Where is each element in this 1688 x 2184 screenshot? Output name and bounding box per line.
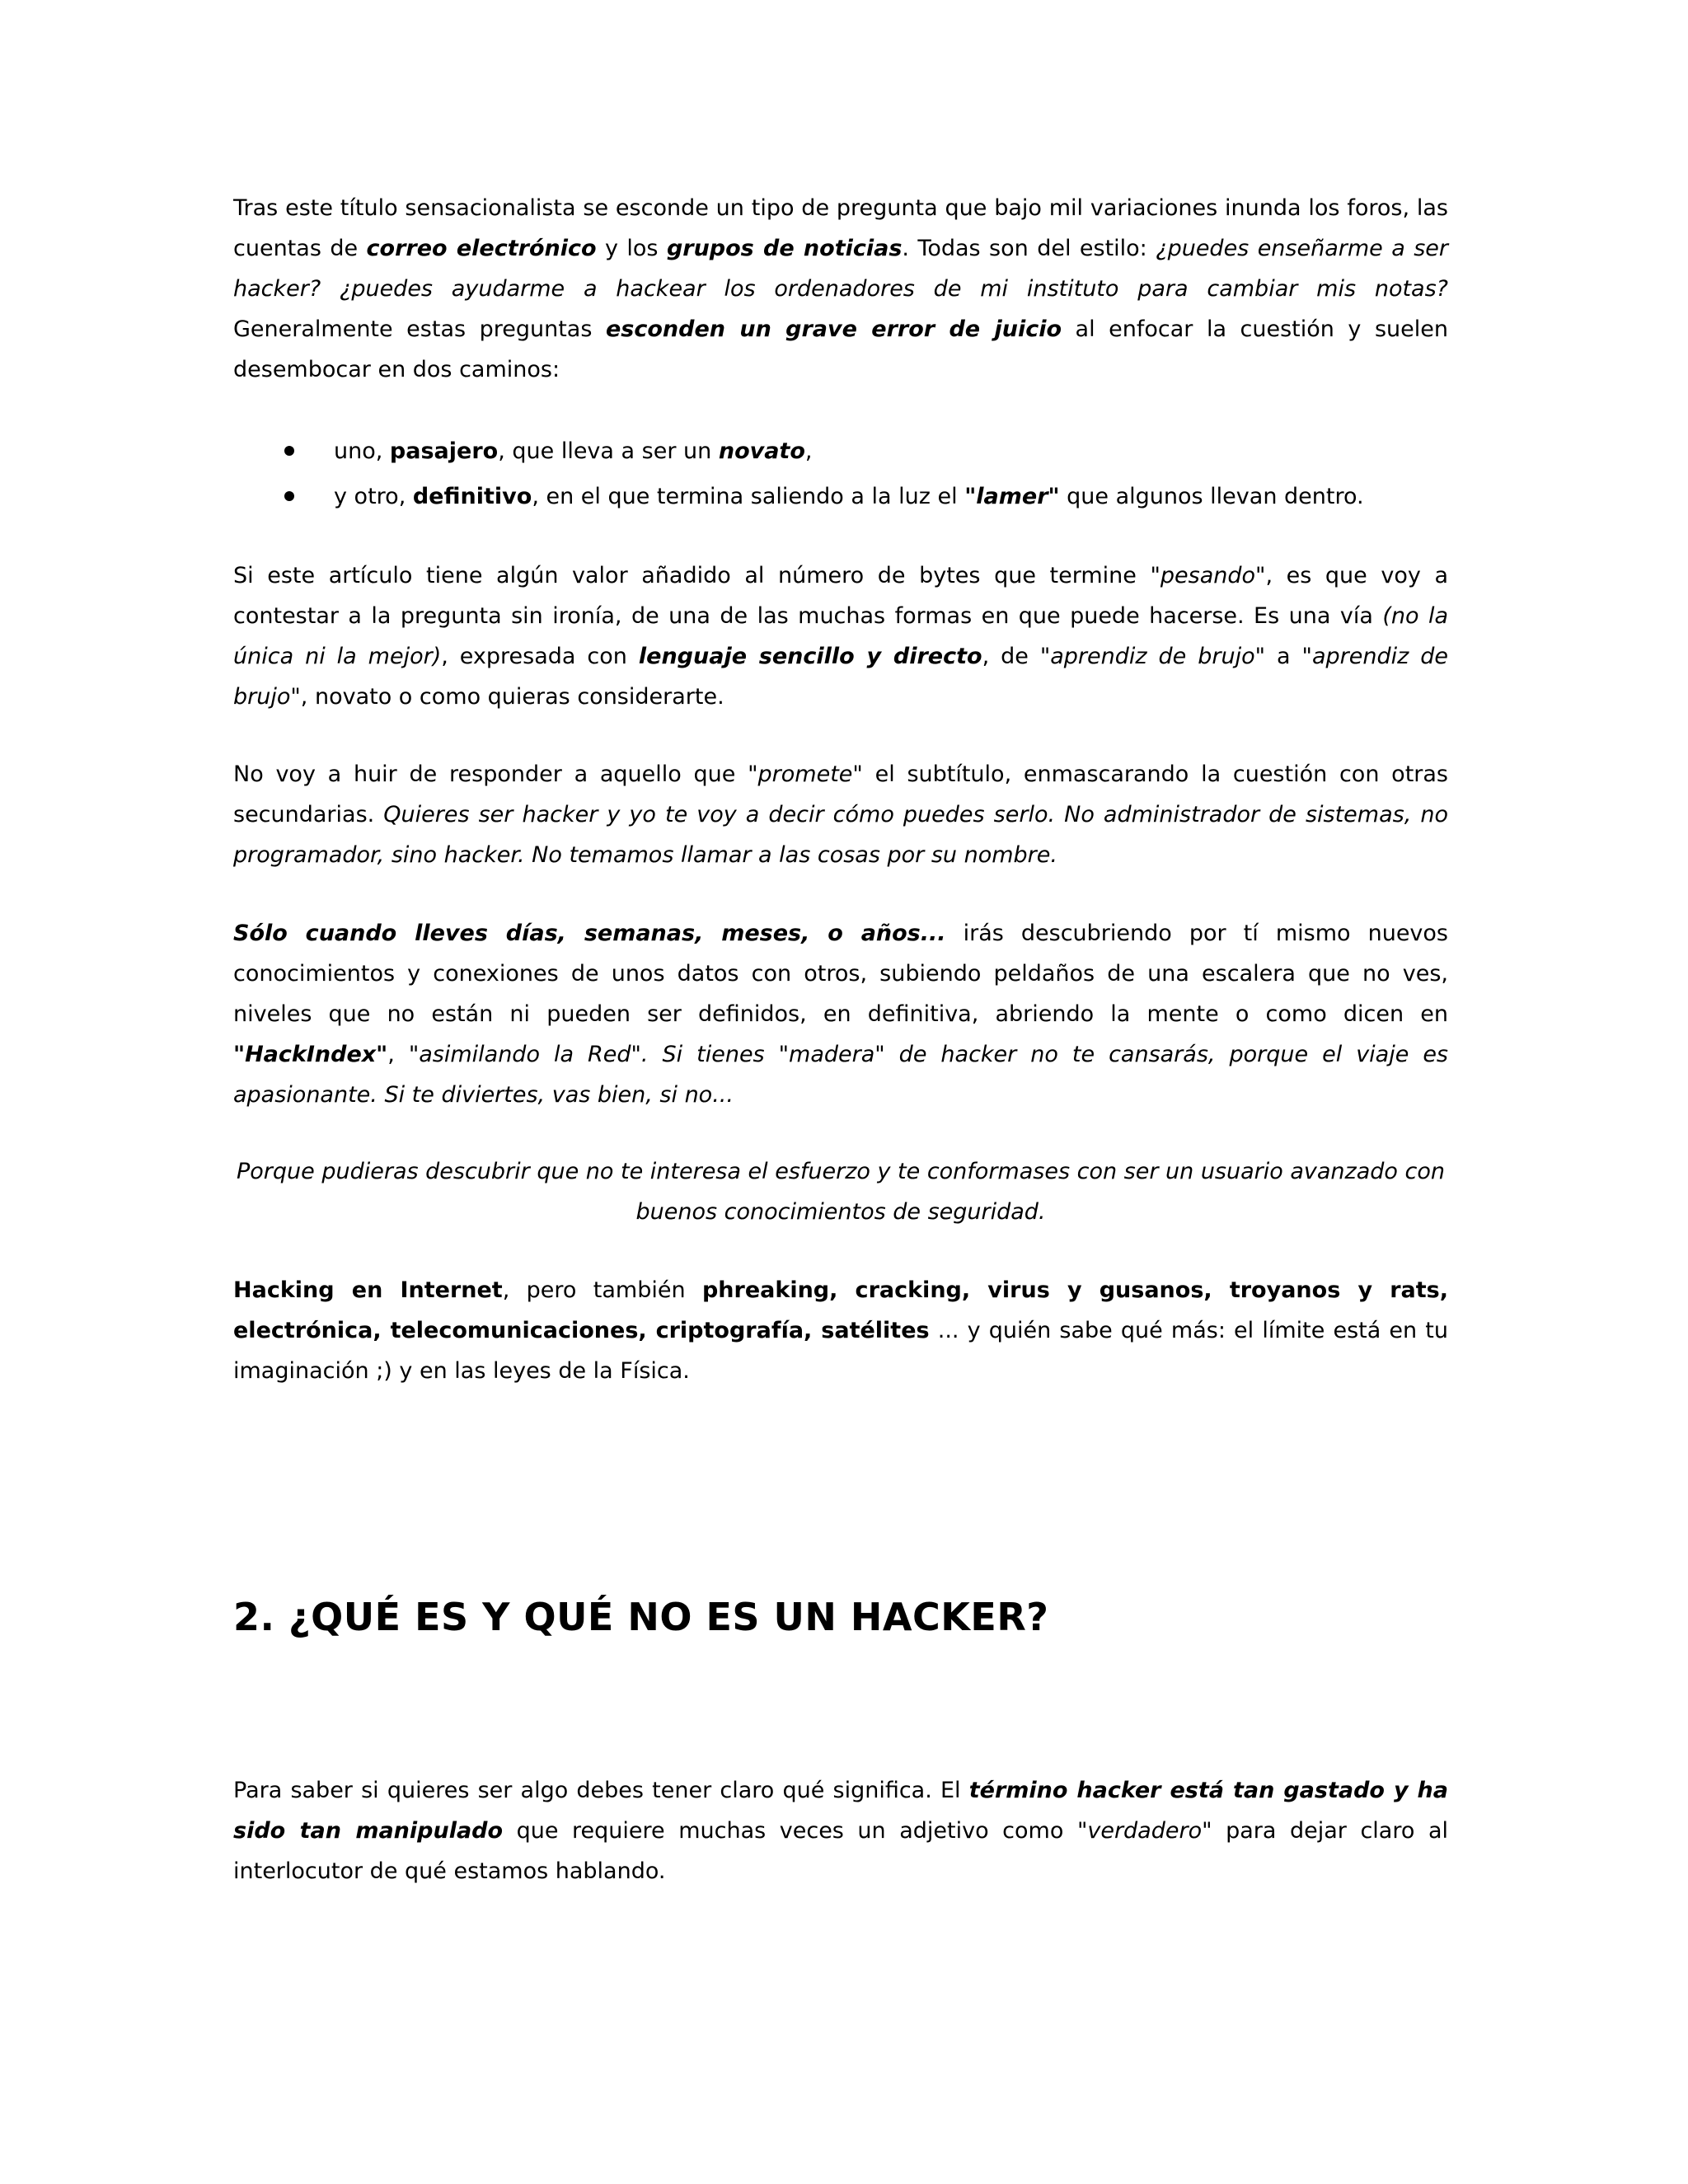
bullet-icon [284, 446, 294, 456]
value-paragraph [233, 555, 1448, 717]
text-run: Si este artículo tiene algún valor añadido al número de bytes que termine [233, 563, 1151, 588]
text-run: , que lleva a ser un [498, 438, 719, 464]
text-run: y los [596, 236, 667, 261]
bold-run: Hacking en Internet [233, 1277, 503, 1303]
text-run: , pero también [502, 1277, 702, 1303]
text-run: Para saber si quieres ser algo debes tener claro qué significa. El [233, 1778, 969, 1803]
bold-topics: phreaking, cracking, virus y gusanos, troyanos y rats, electrónica, telecomunicaciones, criptografía, satélites [233, 1277, 1448, 1343]
text-run: que requiere muchas veces un adjetivo como [503, 1818, 1077, 1844]
italic-run: "verdadero" [1076, 1818, 1212, 1844]
list-item [233, 474, 1448, 519]
text-run: , es que voy a contestar a la pregunta sin ironía, de una de las muchas formas en que puede hacerse. Es una vía [233, 563, 1448, 629]
emphasis-newsgroups: grupos de noticias [666, 236, 903, 261]
italic-questions: ¿puedes enseñarme a ser hacker? ¿puedes ayudarme a hackear los ordenadores de mi instituto para cambiar mis notas? [233, 236, 1448, 302]
text-run: que algunos llevan dentro. [1059, 484, 1364, 509]
italic-run: "pesando" [1150, 563, 1266, 588]
section-heading: 2. ¿QUÉ ES Y QUÉ NO ES UN HACKER? [233, 1595, 1049, 1639]
definition-paragraph [233, 1770, 1448, 1891]
promise-paragraph [233, 754, 1448, 875]
bold-italic-term: "lamer" [964, 484, 1060, 509]
text-run: para dejar claro al interlocutor de qué estamos hablando. [233, 1818, 1448, 1884]
emphasis-time: Sólo cuando lleves días, semanas, meses, o años... [233, 921, 946, 946]
emphasis-email: correo electrónico [366, 236, 597, 261]
text-run: No voy a huir de responder a aquello que [233, 762, 748, 787]
italic-run: "aprendiz de brujo" [233, 644, 1448, 710]
emphasis-language: lenguaje sencillo y directo [638, 644, 982, 669]
quote-line: Porque pudieras descubrir que no te interesa el esfuerzo y te conformases con ser un usuario avanzado con [237, 1159, 1445, 1184]
italic-run: "promete" [748, 762, 863, 787]
text-run: uno, [334, 438, 390, 464]
text-run: , [387, 1042, 409, 1067]
bullet-icon [284, 491, 294, 501]
italic-run: "aprendiz de brujo" [1039, 644, 1266, 669]
emphasis-term: término hacker está tan gastado y ha sido tan manipulado [233, 1778, 1449, 1844]
text-run: , [804, 438, 813, 464]
italic-run: "asimilando la Red". Si tienes "madera" de hacker no te cansarás, porque el viaje es apasionante. Si te diviertes, vas bien, si no... [233, 1042, 1448, 1108]
italic-run: (no la única ni la mejor) [233, 603, 1448, 669]
list-item [233, 429, 1448, 474]
text-run: al enfocar la cuestión y suelen desembocar en dos caminos: [233, 316, 1448, 382]
text-run: Tras este título sensacionalista se esconde un tipo de pregunta que bajo mil variaciones inunda los foros, las cuentas de [233, 195, 1448, 261]
emphasis-hackindex: "HackIndex" [233, 1042, 388, 1067]
intro-paragraph [233, 188, 1448, 390]
text-run: . Todas son del estilo: [902, 236, 1156, 261]
topics-paragraph [233, 1270, 1448, 1391]
text-run: , en el que termina saliendo a la luz el [532, 484, 965, 509]
quote-line: buenos conocimientos de seguridad. [635, 1199, 1046, 1225]
text-run: , de [982, 644, 1040, 669]
text-run: Generalmente estas preguntas [233, 316, 606, 342]
bold-term: definitivo [412, 484, 532, 509]
text-run: y otro, [334, 484, 413, 509]
text-run: ... y quién sabe qué más: el límite está en tu imaginación ;) y en las leyes de la Física. [233, 1318, 1448, 1384]
text-run: , expresada con [441, 644, 639, 669]
text-run: el subtítulo, enmascarando la cuestión con otras secundarias. [233, 762, 1448, 827]
bold-term: pasajero [389, 438, 499, 464]
centered-quote [233, 1151, 1448, 1232]
text-run: a [1265, 644, 1302, 669]
paths-list [233, 429, 1448, 519]
journey-paragraph [233, 913, 1448, 1115]
emphasis-error: esconden un grave error de juicio [605, 316, 1062, 342]
italic-run: Quieres ser hacker y yo te voy a decir cómo puedes serlo. No administrador de sistemas, no programador, sino hacker. No temamos llamar a las cosas por su nombre. [233, 802, 1448, 868]
bold-italic-term: novato [718, 438, 805, 464]
text-run: , novato o como quieras considerarte. [300, 684, 724, 710]
text-run: irás descubriendo por tí mismo nuevos conocimientos y conexiones de unos datos con otros, subiendo peldaños de una escalera que no ves, niveles que no están ni pueden ser definidos, en definitiva, abriendo la mente o como dicen en [233, 921, 1448, 1027]
